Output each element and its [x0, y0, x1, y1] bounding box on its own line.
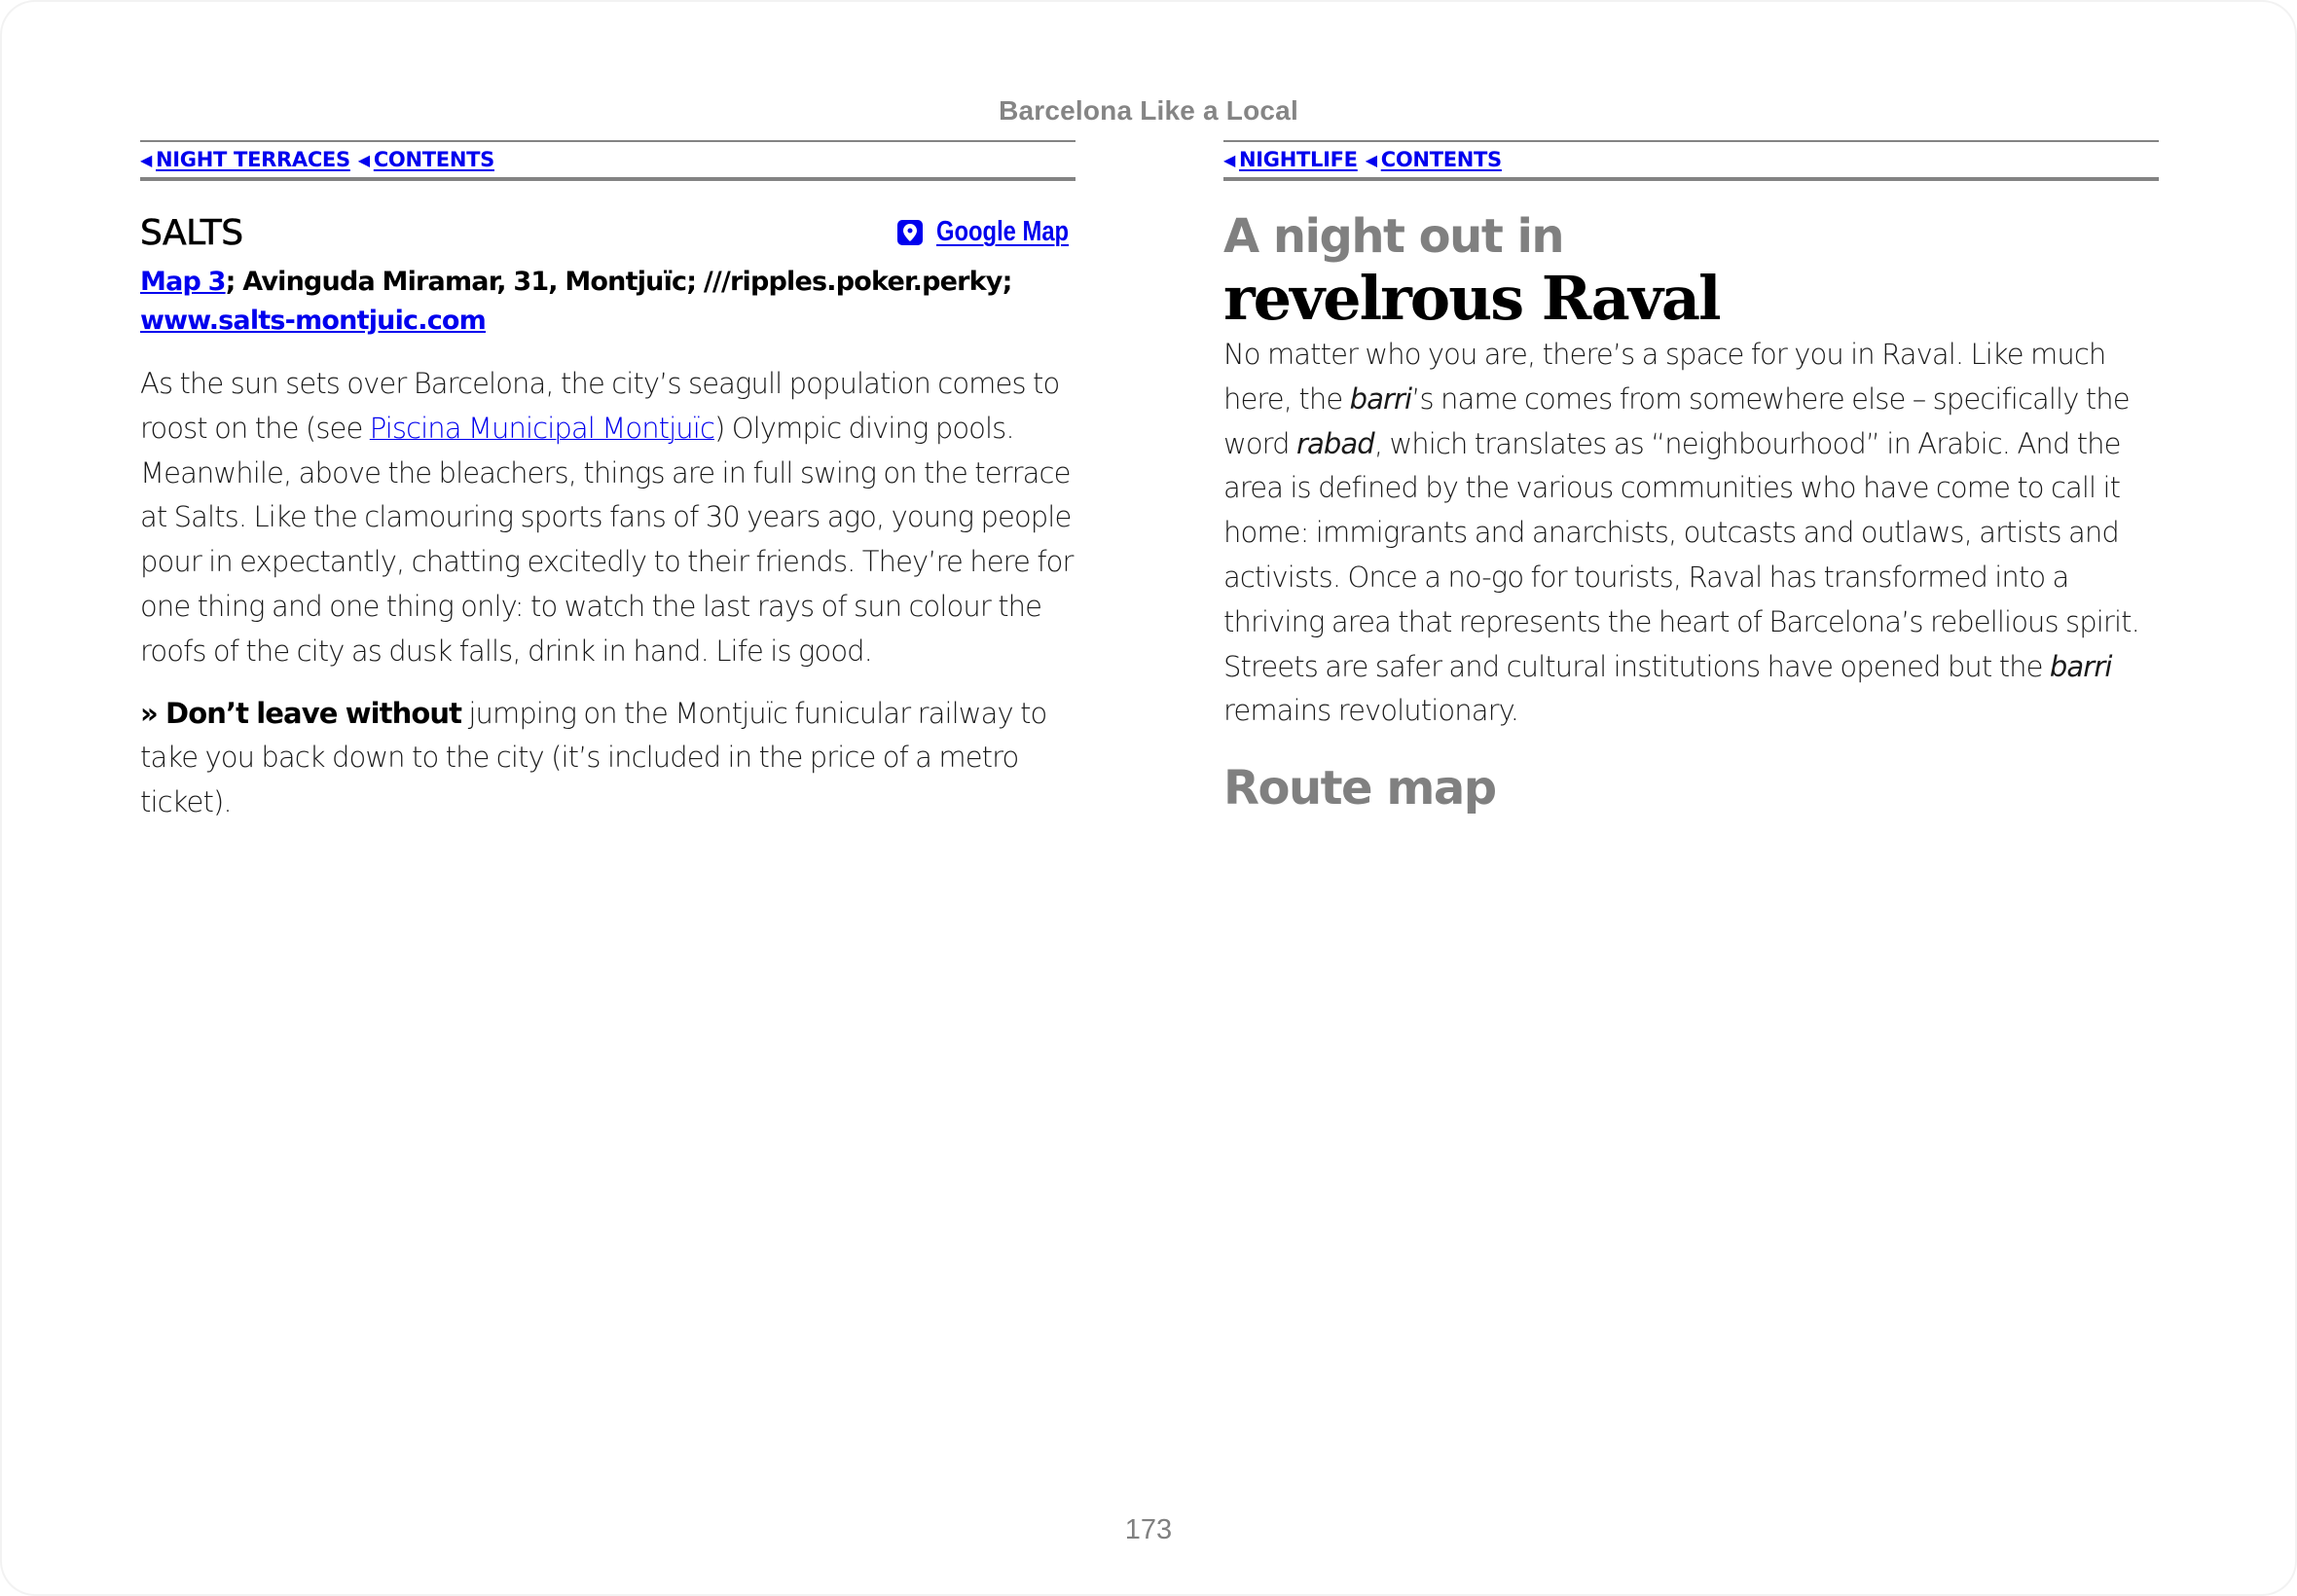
- body-text: No matter who you are, there’s a space for you in Raval. Like much here, the: [1223, 338, 2106, 416]
- entry-title: SALTS: [140, 213, 243, 253]
- body-text: remains revolutionary.: [1223, 694, 1519, 728]
- entry-tip: [140, 692, 1076, 825]
- nav-link-contents[interactable]: CONTENTS: [1380, 148, 1502, 171]
- right-page: [1223, 140, 2159, 816]
- nav-link-night-terraces[interactable]: NIGHT TERRACES: [156, 148, 350, 171]
- address-text: ; Avinguda Miramar, 31, Montjuïc; ///ripples.poker.perky;: [225, 267, 1012, 297]
- map-pin-icon: [897, 220, 923, 245]
- map-reference-link[interactable]: Map 3: [140, 267, 226, 297]
- tip-lead: » Don’t leave without: [140, 696, 462, 730]
- route-map-heading: Route map: [1223, 761, 1496, 816]
- back-arrow-icon: ◀: [1365, 150, 1377, 169]
- left-nav-bar: [140, 140, 1076, 181]
- entry-address: [140, 263, 1076, 341]
- nav-link-contents[interactable]: CONTENTS: [373, 148, 494, 171]
- body-text: , which translates as “neighbourhood” in Arabic. And the area is defined by the various communities who have come to call it home: immigrants and anarchists, outcasts and outlaws, artists and activists. Once a no-go for tourists, Raval has transformed into a thriving area that represents the heart of Barcelona’s rebellious spirit. Streets are safer and cultural institutions have opened but the: [1223, 426, 2139, 683]
- page-number: 173: [1124, 1514, 1173, 1545]
- back-arrow-icon: ◀: [357, 150, 370, 169]
- piscina-municipal-link[interactable]: Piscina Municipal Montjuïc: [369, 411, 714, 445]
- description-text: As the sun sets over Barcelona, the city’s seagull population comes to roost on the (see: [140, 367, 1060, 445]
- website-link[interactable]: www.salts-montjuic.com: [140, 306, 486, 336]
- google-map-label[interactable]: Google Map: [936, 216, 1070, 247]
- entry-description: [140, 362, 1076, 674]
- body-text: ’s name comes from somewhere else – specifically the word: [1223, 381, 2130, 460]
- feature-title: revelrous Raval: [1223, 263, 1720, 334]
- body-emphasis: barri: [2049, 649, 2112, 683]
- tip-text: jumping on the Montjuïc funicular railway to take you back down to the city (it’s included in the price of a metro ticket).: [140, 696, 1047, 819]
- book-title: Barcelona Like a Local: [999, 95, 1298, 126]
- right-nav-bar: [1223, 140, 2159, 181]
- nav-link-nightlife[interactable]: NIGHTLIFE: [1239, 148, 1358, 171]
- feature-body: [1223, 333, 2159, 734]
- description-text: ) Olympic diving pools. Meanwhile, above the bleachers, things are in full swing on the terrace at Salts. Like the clamouring sports fans of 30 years ago, young people pour in expectantly, chatting excitedly to their friends. They’re here for one thing and one thing only: to watch the last rays of sun colour the roofs of the city as dusk falls, drink in hand. Life is good.: [140, 411, 1074, 668]
- back-arrow-icon: ◀: [140, 150, 153, 169]
- body-emphasis: rabad: [1296, 426, 1374, 460]
- feature-kicker: A night out in: [1223, 209, 1564, 264]
- body-emphasis: barri: [1349, 381, 1412, 416]
- entry-header: [140, 212, 1076, 255]
- back-arrow-icon: ◀: [1223, 150, 1236, 169]
- google-map-link[interactable]: [897, 216, 1070, 248]
- left-page: [140, 140, 1076, 825]
